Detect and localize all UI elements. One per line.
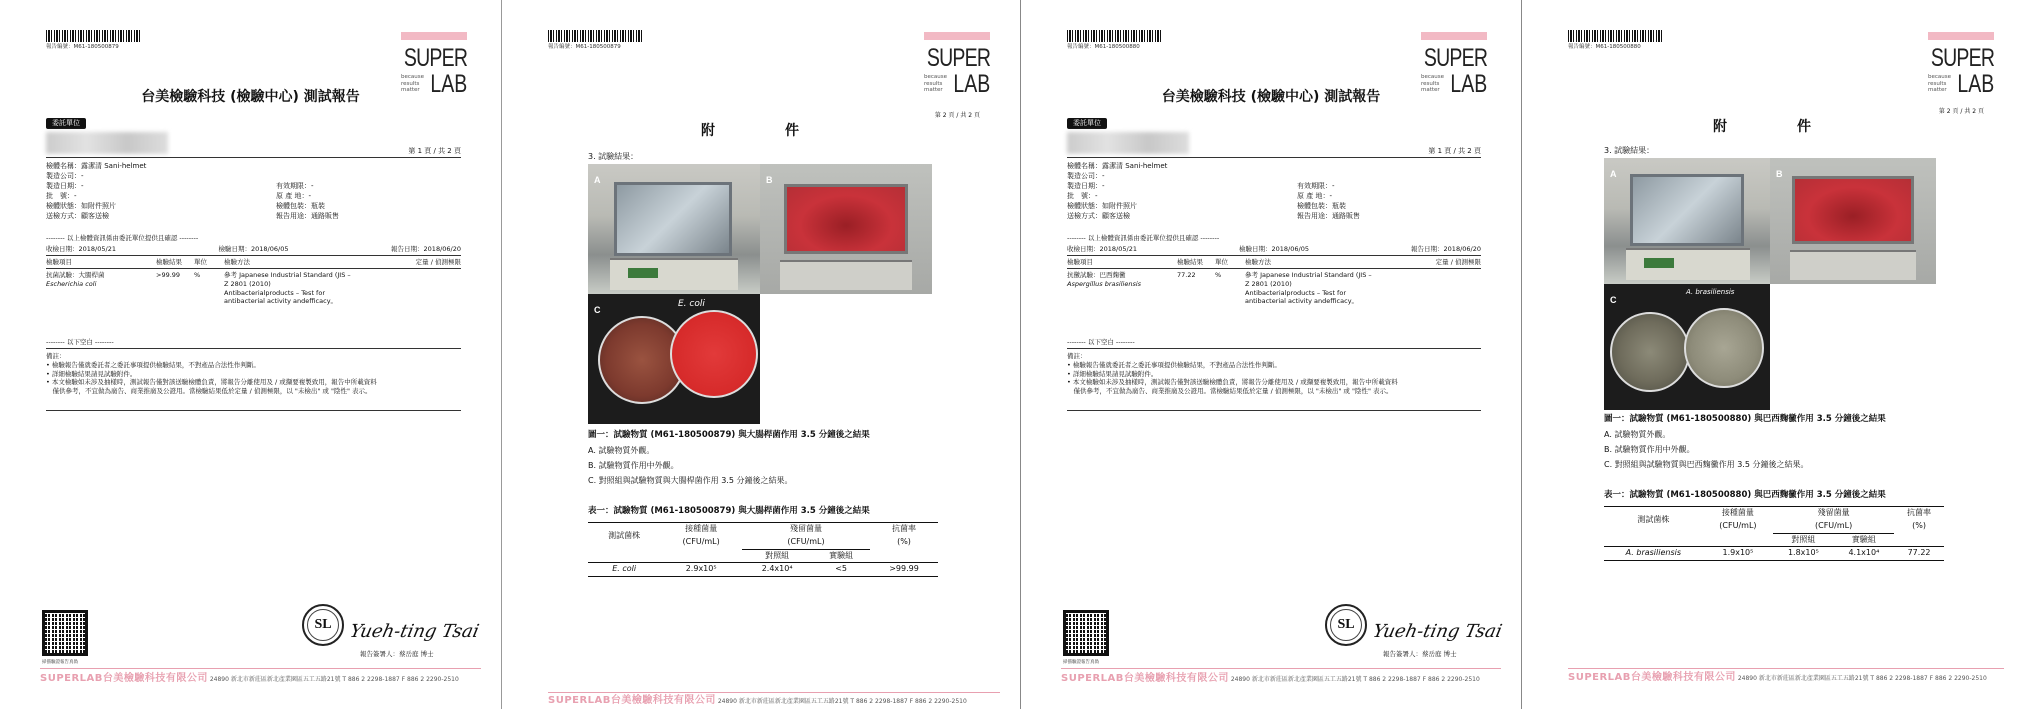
- test-unit: %: [1215, 271, 1222, 279]
- table-caption: 表一：試驗物質 (M61-180500880) 與巴西麴黴作用 3.5 分鐘後之結果: [1604, 490, 1886, 500]
- th-strain: 測試菌株: [1604, 507, 1703, 534]
- rule: [1067, 268, 1481, 269]
- report-number: 報告編號：M61-180500880: [1067, 44, 1140, 50]
- th-rate: 抗菌率: [1894, 507, 1944, 520]
- signature: Yueh-ting Tsai: [1370, 621, 1504, 642]
- footer-rule: [1061, 668, 1501, 669]
- logo-tag-2: results: [1928, 80, 1947, 87]
- mfg-date: 製造日期：-: [1067, 182, 1105, 190]
- rule: [46, 255, 461, 256]
- test-method-3: Antibacterialproducts – Test for: [1245, 288, 1346, 297]
- remarks-title: 備註：: [1067, 352, 1087, 360]
- remark-1: • 檢驗報告僅就委託者之委託事項提供檢驗結果，不對產品合法性作判斷。: [46, 360, 260, 369]
- redacted-client: [46, 132, 168, 154]
- origin: 原 產 地：-: [1297, 192, 1332, 200]
- col-item: 檢驗項目: [1067, 258, 1093, 266]
- origin: 原 產 地：-: [276, 192, 311, 200]
- barcode: [1568, 30, 1664, 42]
- table-caption: 表一：試驗物質 (M61-180500879) 與大腸桿菌作用 3.5 分鐘後之結果: [588, 506, 870, 516]
- test-method-2: Z 2801 (2010): [1245, 279, 1292, 288]
- footer: [548, 694, 1000, 708]
- remark-4: 僅供參考，不宜做為廣告、商業推廣及公證用。當檢驗結果低於定量 / 偵測極限，以 "未檢出" 或 "陰性" 表示。: [1067, 387, 1393, 396]
- rule: [1067, 348, 1481, 349]
- cell-inoculum: 1.9x10⁵: [1703, 547, 1773, 561]
- col-result: 檢驗結果: [1177, 258, 1203, 266]
- logo-tag-2: results: [1421, 80, 1440, 87]
- cell-inoculum: 2.9x10⁵: [660, 563, 742, 577]
- col-unit: 單位: [194, 258, 207, 266]
- delivery: 送檢方式：顧客送檢: [46, 212, 109, 220]
- attachment-title: 附 件: [701, 123, 827, 139]
- section-heading: 3. 試驗結果：: [1604, 146, 1655, 155]
- sample-name: 檢體名稱：露潔清 Sani-helmet: [46, 162, 147, 170]
- logo-tagline: [1928, 74, 1951, 94]
- qr-caption: 掃描驗證報告真偽: [1063, 660, 1099, 665]
- logo-lab: LAB: [953, 70, 990, 98]
- rule: [46, 410, 461, 411]
- attachment-title: 附 件: [1713, 119, 1839, 135]
- packaging: 檢體包裝：瓶裝: [1297, 202, 1346, 210]
- sample-name: 檢體名稱：露潔清 Sani-helmet: [1067, 162, 1168, 170]
- superlab-logo: [1928, 32, 1994, 104]
- remark-2: • 詳細檢驗結果請見試驗附件。: [1067, 369, 1158, 378]
- client-note: -------- 以上檢體資訊係由委託單位提供且確認 --------: [1067, 234, 1220, 242]
- cell-test: 4.1x10⁴: [1834, 547, 1894, 561]
- report-date: 報告日期：2018/06/20: [391, 245, 461, 253]
- footer-address: 24890 新北市新莊區新北產業園區五工五路21號 T 886 2 2298-1887 F 886 2 2290-2510: [1230, 676, 1480, 683]
- col-limit: 定量 / 偵測極限: [415, 258, 461, 266]
- table-row: [588, 563, 938, 577]
- photo-c-label: C: [1610, 295, 1617, 305]
- col-limit: 定量 / 偵測極限: [1435, 258, 1481, 266]
- figure-item-c: C. 對照組與試驗物質與巴西麴黴作用 3.5 分鐘後之結果。: [1604, 460, 1809, 469]
- report-number: 報告編號：M61-180500880: [1568, 44, 1641, 50]
- footer-brand: SUPERLAB台美檢驗科技有限公司: [1568, 672, 1736, 683]
- footer-brand: SUPERLAB台美檢驗科技有限公司: [1061, 673, 1229, 684]
- barcode: [1067, 30, 1163, 42]
- footer: [1568, 671, 2004, 685]
- test-unit: %: [194, 271, 201, 279]
- attachment-page-ecoli: [508, 0, 1020, 709]
- signature: Yueh-ting Tsai: [347, 621, 481, 642]
- photo-c: [588, 294, 760, 424]
- rule: [1067, 157, 1481, 158]
- remark-2: • 詳細檢驗結果請見試驗附件。: [46, 369, 137, 378]
- footer-rule: [548, 692, 1000, 693]
- expiry: 有效期限：-: [1297, 182, 1335, 190]
- figure-item-c: C. 對照組與試驗物質與大腸桿菌作用 3.5 分鐘後之結果。: [588, 476, 793, 485]
- test-method-1: 參考 Japanese Industrial Standard (JIS –: [1245, 271, 1372, 279]
- batch: 批 號：-: [1067, 192, 1098, 200]
- figure-item-a: A. 試驗物質外觀。: [1604, 430, 1671, 439]
- manufacturer: 製造公司：-: [1067, 172, 1105, 180]
- remarks: [46, 352, 461, 396]
- results-row: [1067, 271, 1481, 306]
- th-rate: 抗菌率: [870, 523, 938, 536]
- qr-code[interactable]: [1063, 610, 1109, 656]
- received-date: 收檢日期：2018/05/21: [1067, 245, 1137, 253]
- sample-fields: [1067, 162, 1481, 222]
- logo-tagline: [924, 74, 947, 94]
- purpose: 報告用途：通路販售: [276, 212, 339, 220]
- cell-strain: E. coli: [588, 563, 660, 577]
- remark-3: • 本文檢驗如未涉及抽樣時，測試報告僅對該送驗檢體負責，將報告分離使用及 / 或擷要複製致用，報告中所載資料: [1067, 378, 1398, 387]
- purpose: 報告用途：通路販售: [1297, 212, 1360, 220]
- tested-date: 檢驗日期：2018/06/05: [218, 245, 289, 253]
- remark-3: • 本文檢驗如未涉及抽樣時，測試報告僅對該送驗檢體負責，將報告分離使用及 / 或擷要複製致用，報告中所載資料: [46, 378, 377, 387]
- logo-super: SUPER: [1930, 44, 1994, 72]
- appearance: 檢體狀態：如附件照片: [1067, 202, 1137, 210]
- footer-brand: SUPERLAB台美檢驗科技有限公司: [548, 695, 716, 706]
- remarks: [1067, 352, 1481, 396]
- logo-tag-1: because: [924, 74, 948, 80]
- photo-a: [588, 164, 760, 294]
- packaging: 檢體包裝：瓶裝: [276, 202, 325, 210]
- figure-item-b: B. 試驗物質作用中外觀。: [1604, 445, 1695, 454]
- th-residual-unit: (CFU/mL): [1815, 520, 1853, 530]
- logo-tag-1: because: [1421, 74, 1445, 80]
- dates-row: [46, 245, 461, 254]
- barcode: [46, 30, 142, 42]
- report-title: 台美檢驗科技 (檢驗中心) 測試報告: [1161, 89, 1381, 105]
- col-result: 檢驗結果: [156, 258, 182, 266]
- superlab-logo: [924, 32, 990, 104]
- footer-address: 24890 新北市新莊區新北產業園區五工五路21號 T 886 2 2298-1887 F 886 2 2290-2510: [209, 676, 459, 683]
- test-result: 77.22: [1177, 271, 1196, 279]
- results-table: [588, 522, 938, 577]
- logo-super: SUPER: [403, 44, 467, 72]
- logo-lab: LAB: [430, 70, 467, 98]
- rule: [46, 157, 461, 158]
- logo-pink-bar: [1928, 32, 1994, 40]
- cell-rate: 77.22: [1894, 547, 1944, 561]
- test-item: 抗菌試驗：大腸桿菌: [46, 271, 105, 279]
- table-row: [1604, 547, 1944, 561]
- client-note: -------- 以上檢體資訊係由委託單位提供且確認 --------: [46, 234, 199, 242]
- photo-b-label: B: [766, 175, 773, 185]
- logo-lab: LAB: [1450, 70, 1487, 98]
- rule: [46, 348, 461, 349]
- figure-caption: 圖一：試驗物質 (M61-180500880) 與巴西麴黴作用 3.5 分鐘後之結果: [1604, 414, 1886, 424]
- logo-tag-2: results: [924, 80, 943, 87]
- section-heading: 3. 試驗結果：: [588, 152, 639, 161]
- cell-strain: A. brasiliensis: [1604, 547, 1703, 561]
- page-number: 第 1 頁 / 共 2 頁: [1428, 147, 1481, 155]
- results-table: [1604, 506, 1944, 561]
- company-seal: SL: [1325, 604, 1367, 646]
- col-item: 檢驗項目: [46, 258, 72, 266]
- photo-a-label: A: [1610, 169, 1617, 179]
- logo-lab: LAB: [1957, 70, 1994, 98]
- received-date: 收檢日期：2018/05/21: [46, 245, 116, 253]
- sample-fields: [46, 162, 461, 222]
- signer: 報告簽署人：蔡岳庭 博士: [1383, 650, 1457, 658]
- footer-rule: [40, 668, 481, 669]
- footer-rule: [1568, 668, 2004, 669]
- redacted-client: [1067, 132, 1189, 154]
- photo-a-label: A: [594, 175, 601, 185]
- petri-label: A. brasiliensis: [1686, 288, 1735, 296]
- logo-super: SUPER: [1423, 44, 1487, 72]
- th-control: 對照組: [1773, 533, 1833, 547]
- report-number: 報告編號：M61-180500879: [548, 44, 621, 50]
- th-inoculum-unit: (CFU/mL): [682, 537, 720, 547]
- page-number: 第 1 頁 / 共 2 頁: [408, 147, 461, 155]
- photo-c: [1604, 284, 1770, 410]
- test-method-2: Z 2801 (2010): [224, 279, 271, 288]
- col-method: 檢驗方法: [224, 258, 250, 266]
- remarks-title: 備註：: [46, 352, 66, 360]
- organism: Aspergillus brasiliensis: [1067, 279, 1142, 288]
- remark-4: 僅供參考，不宜做為廣告、商業推廣及公證用。當檢驗結果低於定量 / 偵測極限，以 "未檢出" 或 "陰性" 表示。: [46, 387, 372, 396]
- photo-b-label: B: [1776, 169, 1783, 179]
- report-page-aspergillus: [1020, 0, 1522, 709]
- th-residual-unit: (CFU/mL): [787, 536, 825, 546]
- logo-pink-bar: [1421, 32, 1487, 40]
- logo-tag-3: matter: [924, 87, 943, 93]
- signer: 報告簽署人：蔡岳庭 博士: [360, 650, 434, 658]
- rule: [1067, 255, 1481, 256]
- cell-test: <5: [812, 563, 870, 577]
- test-item: 抗黴試驗：巴西麴黴: [1067, 271, 1126, 279]
- rule: [1067, 410, 1481, 411]
- th-residual: 殘留菌量: [1773, 507, 1894, 520]
- figure-item-a: A. 試驗物質外觀。: [588, 446, 655, 455]
- col-unit: 單位: [1215, 258, 1228, 266]
- blank-marker: -------- 以下空白 --------: [46, 338, 114, 346]
- client-tag: 委託單位: [46, 118, 86, 129]
- photo-b: [1770, 158, 1936, 284]
- footer-address: 24890 新北市新莊區新北產業園區五工五路21號 T 886 2 2298-1887 F 886 2 2290-2510: [1737, 675, 1987, 682]
- mfg-date: 製造日期：-: [46, 182, 84, 190]
- page-number: 第 2 頁 / 共 2 頁: [934, 112, 980, 119]
- delivery: 送檢方式：顧客送檢: [1067, 212, 1130, 220]
- report-title: 台美檢驗科技 (檢驗中心) 測試報告: [141, 89, 360, 105]
- footer: [40, 672, 481, 686]
- cell-rate: >99.99: [870, 563, 938, 577]
- report-date: 報告日期：2018/06/20: [1411, 245, 1481, 253]
- qr-caption: 掃描驗證報告真偽: [42, 660, 78, 665]
- logo-tag-3: matter: [1928, 87, 1947, 93]
- logo-tag-1: because: [1928, 74, 1952, 80]
- photo-c-label: C: [594, 305, 601, 315]
- test-method-3: Antibacterialproducts – Test for: [224, 288, 325, 297]
- qr-code[interactable]: [42, 610, 88, 656]
- tested-date: 檢驗日期：2018/06/05: [1239, 245, 1309, 253]
- barcode: [548, 30, 644, 42]
- petri-label: E. coli: [678, 299, 705, 309]
- footer-brand: SUPERLAB台美檢驗科技有限公司: [40, 673, 208, 684]
- organism: Escherichia coli: [46, 279, 97, 288]
- th-rate-unit: (%): [897, 537, 911, 547]
- figure-item-b: B. 試驗物質作用中外觀。: [588, 461, 679, 470]
- logo-tag-2: results: [401, 80, 420, 87]
- company-seal: SL: [302, 604, 344, 646]
- th-control: 對照組: [742, 549, 812, 563]
- test-result: >99.99: [156, 271, 181, 279]
- footer: [1061, 672, 1501, 686]
- th-inoculum: 接種菌量: [1703, 507, 1773, 520]
- photo-a: [1604, 158, 1770, 284]
- photo-b: [760, 164, 932, 294]
- logo-tag-3: matter: [1421, 87, 1440, 93]
- results-table: [1067, 258, 1481, 267]
- manufacturer: 製造公司：-: [46, 172, 84, 180]
- test-method-4: antibacterial activity andefficacy。: [1245, 297, 1359, 306]
- col-method: 檢驗方法: [1245, 258, 1271, 266]
- figure-caption: 圖一：試驗物質 (M61-180500879) 與大腸桿菌作用 3.5 分鐘後之結果: [588, 430, 870, 440]
- blank-marker: -------- 以下空白 --------: [1067, 338, 1135, 346]
- th-test: 實驗組: [1834, 533, 1894, 547]
- th-test: 實驗組: [812, 549, 870, 563]
- client-tag: 委託單位: [1067, 118, 1107, 129]
- logo-tag-3: matter: [401, 87, 420, 93]
- th-inoculum-unit: (CFU/mL): [1719, 521, 1757, 531]
- remark-1: • 檢驗報告僅就委託者之委託事項提供檢驗結果，不對產品合法性作判斷。: [1067, 360, 1281, 369]
- test-method-1: 參考 Japanese Industrial Standard (JIS –: [224, 271, 351, 279]
- th-residual: 殘留菌量: [742, 523, 870, 536]
- report-page-ecoli: [0, 0, 502, 709]
- cell-control: 1.8x10⁵: [1773, 547, 1833, 561]
- footer-address: 24890 新北市新莊區新北產業園區五工五路21號 T 886 2 2298-1887 F 886 2 2290-2510: [717, 698, 967, 705]
- dates-row: [1067, 245, 1481, 254]
- appearance: 檢體狀態：如附件照片: [46, 202, 116, 210]
- rule: [46, 268, 461, 269]
- results-row: [46, 271, 461, 306]
- test-method-4: antibacterial activity andefficacy。: [224, 297, 338, 306]
- logo-pink-bar: [924, 32, 990, 40]
- report-number: 報告編號：M61-180500879: [46, 44, 119, 50]
- th-strain: 測試菌株: [588, 523, 660, 550]
- page-number: 第 2 頁 / 共 2 頁: [1938, 108, 1984, 115]
- cell-control: 2.4x10⁴: [742, 563, 812, 577]
- results-table: [46, 258, 461, 267]
- logo-super: SUPER: [926, 44, 990, 72]
- expiry: 有效期限：-: [276, 182, 314, 190]
- th-rate-unit: (%): [1912, 521, 1926, 531]
- logo-tag-1: because: [401, 74, 425, 80]
- batch: 批 號：-: [46, 192, 77, 200]
- logo-pink-bar: [401, 32, 467, 40]
- attachment-page-aspergillus: [1528, 0, 2024, 709]
- th-inoculum: 接種菌量: [660, 523, 742, 536]
